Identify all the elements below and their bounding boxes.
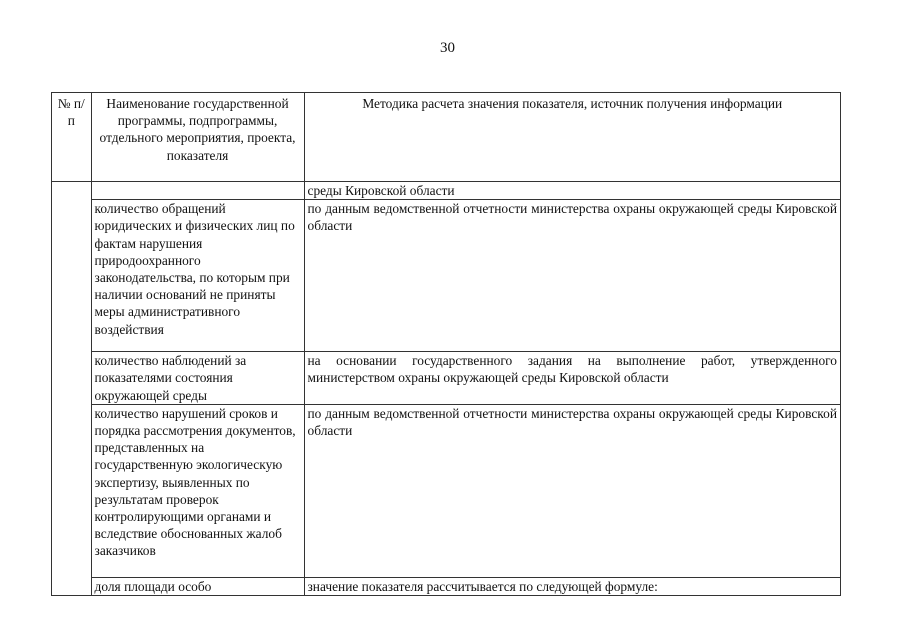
method-cell: значение показателя рассчитывается по следующей формуле: [304,577,840,595]
method-cell: по данным ведомственной отчетности министерства охраны окружающей среды Кировской области [304,404,840,577]
table-row [52,404,841,577]
header-number: № п/п [52,93,92,182]
table-row [52,352,841,405]
indicator-name-cell: доля площади особо [91,577,304,595]
table-row-continuation [52,182,841,200]
indicator-methodology-table [51,92,841,596]
name-cell-empty [91,182,304,200]
indicator-name-cell: количество наблюдений за показателями состояния окружающей среды [91,352,304,405]
number-cell [52,182,92,596]
table-header-row [52,93,841,182]
page-number: 30 [440,40,455,56]
method-cell: на основании государственного задания на выполнение работ, утвержденного министерством охраны окружающей среды Кировской области [304,352,840,405]
table-row [52,200,841,352]
table-row [52,577,841,595]
header-method: Методика расчета значения показателя, источник получения информации [304,93,840,182]
indicator-name-cell: количество нарушений сроков и порядка рассмотрения документов, представленных на государственную экологическую экспертизу, выявленных по результатам проверок контролирующими органами и вследствие обоснованных жалоб заказчиков [91,404,304,577]
method-cell: по данным ведомственной отчетности министерства охраны окружающей среды Кировской области [304,200,840,352]
method-cell: среды Кировской области [304,182,840,200]
indicator-name-cell: количество обращений юридических и физических лиц по фактам нарушения природоохранного законодательства, по которым при наличии оснований не приняты меры административного воздействия [91,200,304,352]
header-name: Наименование государственной программы, подпрограммы, отдельного мероприятия, проекта, показателя [91,93,304,182]
